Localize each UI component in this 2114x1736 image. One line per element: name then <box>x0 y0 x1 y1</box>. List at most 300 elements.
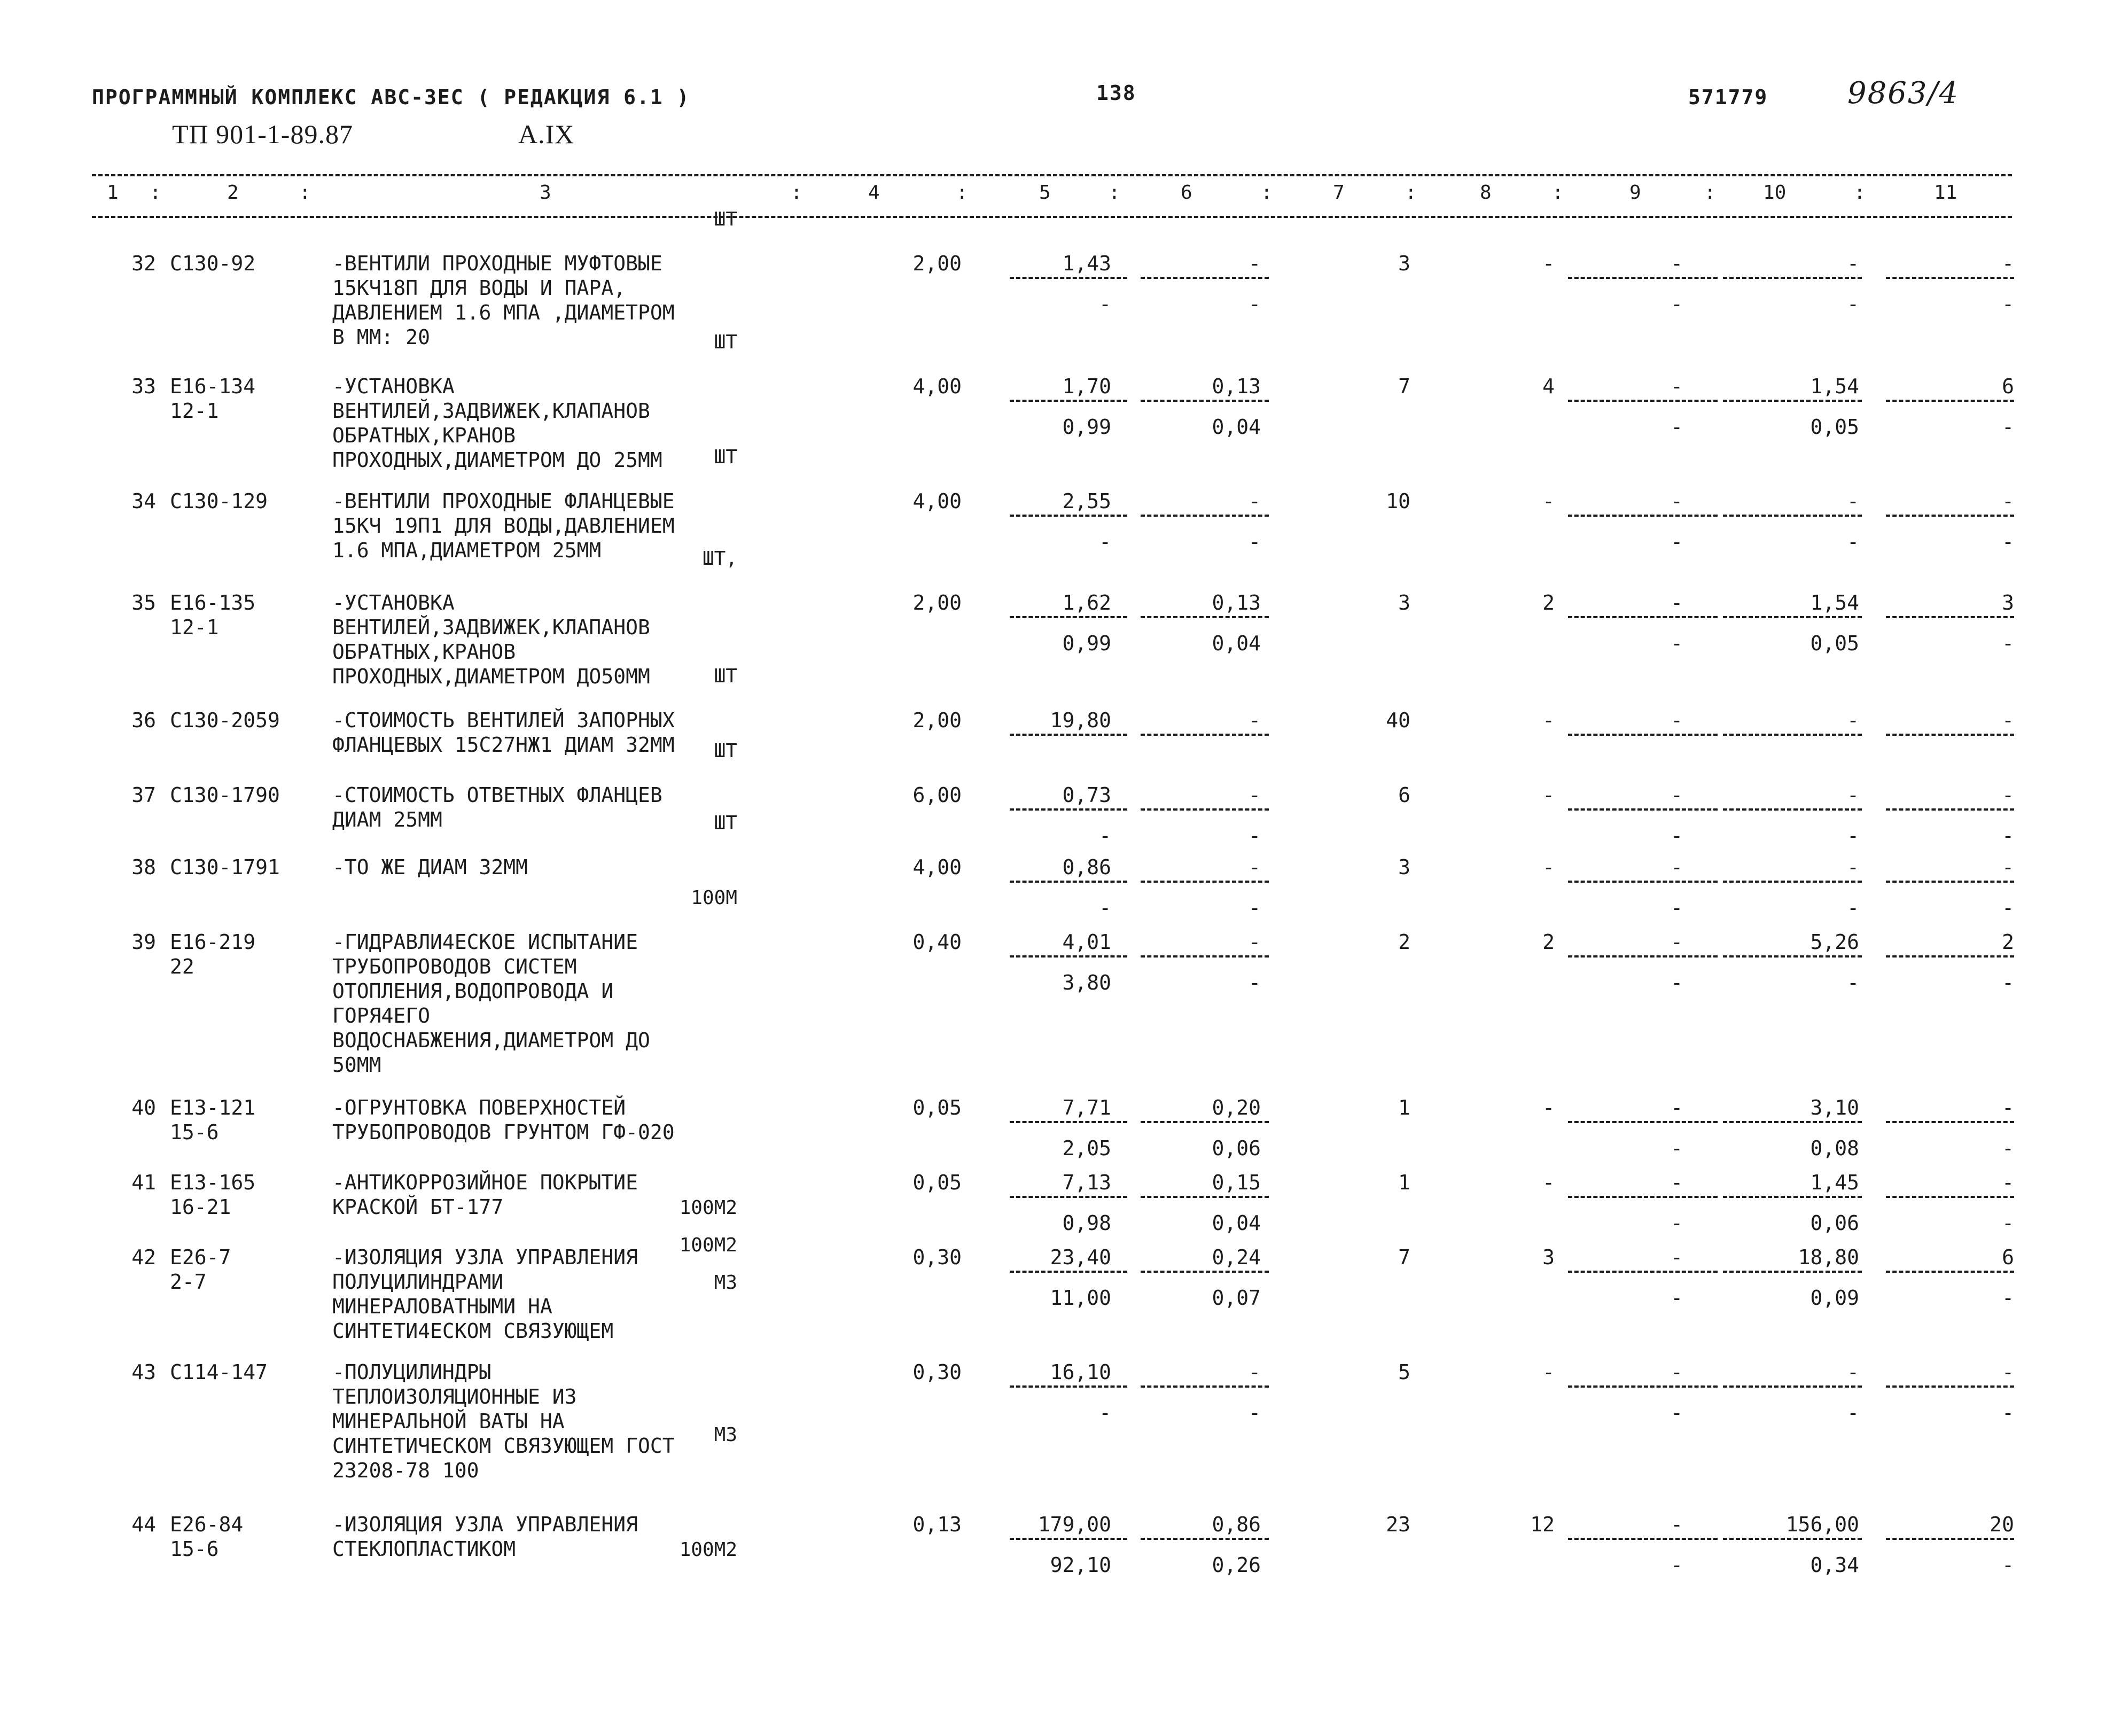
row-number: 43 <box>131 1360 156 1384</box>
quantity: 0,30 <box>912 1245 962 1269</box>
unit-cost: 16,10 <box>1050 1360 1111 1384</box>
work-description: -ПОЛУЦИЛИНДРЫ ТЕПЛОИЗОЛЯЦИОННЫЕ ИЗ МИНЕРАЛЬНОЙ ВАТЫ НА СИНТЕТИЧЕСКОМ СВЯЗУЮЩЕМ ГОСТ 23208-78 100 <box>332 1360 675 1482</box>
col11-sub-value: - <box>2002 824 2014 847</box>
wage-fund: - <box>1542 1171 1555 1194</box>
col9-value: - <box>1671 783 1683 807</box>
fraction-line <box>1141 734 1269 736</box>
fraction-line <box>1886 734 2014 736</box>
unit-cost: 1,62 <box>1062 591 1111 614</box>
unit-label: М3 <box>714 1424 737 1446</box>
rate-code: Е16-219 <box>170 930 256 954</box>
total-cost: 6 <box>1398 783 1410 807</box>
machine-cost-wages: - <box>1249 971 1261 994</box>
column-header-9: 9 <box>1629 182 1641 204</box>
unit-cost-wages: 92,10 <box>1050 1553 1111 1577</box>
rate-code: Е13-121 <box>170 1096 256 1119</box>
unit-cost-wages: - <box>1099 292 1111 316</box>
work-description: -ИЗОЛЯЦИЯ УЗЛА УПРАВЛЕНИЯ ПОЛУЦИЛИНДРАМИ МИНЕРАЛОВАТНЫМИ НА СИНТЕТИ4ЕСКОМ СВЯЗУЮЩЕМ <box>332 1245 638 1343</box>
col9-value: - <box>1671 489 1683 513</box>
row-number: 36 <box>131 709 156 732</box>
labour-cost: - <box>1847 709 1859 732</box>
total-cost: 3 <box>1398 591 1410 614</box>
row-number: 34 <box>131 489 156 513</box>
column-header-5: 5 <box>1039 182 1051 204</box>
col9-sub-value: - <box>1671 415 1683 439</box>
rate-code: Е16-135 <box>170 591 256 614</box>
rate-code-sub: 2-7 <box>170 1270 207 1294</box>
col9-sub-value: - <box>1671 1211 1683 1235</box>
wage-fund: - <box>1542 855 1555 879</box>
fraction-line <box>1886 1121 2014 1123</box>
labour-cost: 156,00 <box>1785 1513 1859 1536</box>
unit-cost: 0,73 <box>1062 783 1111 807</box>
rate-code: С130-1790 <box>170 783 280 807</box>
machine-cost: - <box>1249 930 1261 954</box>
row-number: 41 <box>131 1171 156 1194</box>
labour-cost: 5,26 <box>1810 930 1859 954</box>
col11-sub-value: - <box>2002 896 2014 920</box>
table-header-rule <box>92 216 2012 218</box>
machine-cost: 0,20 <box>1212 1096 1261 1119</box>
page-number: 138 <box>1096 81 1136 105</box>
col9-sub-value: - <box>1671 1553 1683 1577</box>
column-separator: : <box>1261 182 1273 204</box>
unit-label: ШТ <box>714 740 737 762</box>
unit-label: 100М2 <box>679 1539 737 1561</box>
unit-label: ШТ <box>714 208 737 230</box>
fraction-line <box>1141 955 1269 957</box>
total-cost: 2 <box>1398 930 1410 954</box>
rate-code-sub: 12-1 <box>170 616 219 639</box>
fraction-line <box>1723 955 1862 957</box>
quantity: 0,30 <box>912 1360 962 1384</box>
work-description: -ГИДРАВЛИ4ЕСКОЕ ИСПЫТАНИЕ ТРУБОПРОВОДОВ СИСТЕМ ОТОПЛЕНИЯ,ВОДОПРОВОДА И ГОРЯ4ЕГО ВОДОСНАБЖЕНИЯ,ДИАМЕТРОМ ДО 50ММ <box>332 930 650 1077</box>
unit-cost-wages: 0,98 <box>1062 1211 1111 1235</box>
quantity: 2,00 <box>912 591 962 614</box>
wage-fund: - <box>1542 1096 1555 1119</box>
col11-sub-value: - <box>2002 971 2014 994</box>
column-separator: : <box>1854 182 1866 204</box>
quantity: 0,05 <box>912 1171 962 1194</box>
fraction-line <box>1568 1538 1718 1540</box>
total-cost: 10 <box>1386 489 1410 513</box>
rate-code-sub: 15-6 <box>170 1120 219 1144</box>
col9-value: - <box>1671 709 1683 732</box>
col9-value: - <box>1671 855 1683 879</box>
work-description: -АНТИКОРРОЗИЙНОЕ ПОКРЫТИЕ КРАСКОЙ БТ-177 <box>332 1171 638 1219</box>
unit-cost-wages: - <box>1099 530 1111 554</box>
fraction-line <box>1568 515 1718 517</box>
column-separator: : <box>1109 182 1120 204</box>
machine-cost-wages: 0,04 <box>1212 632 1261 655</box>
fraction-line <box>1568 1271 1718 1273</box>
total-cost: 1 <box>1398 1096 1410 1119</box>
fraction-line <box>1141 1385 1269 1388</box>
row-number: 42 <box>131 1245 156 1269</box>
column-header-3: 3 <box>540 182 551 204</box>
unit-cost-wages: - <box>1099 1401 1111 1424</box>
rate-code: Е26-84 <box>170 1513 244 1536</box>
unit-cost: 7,13 <box>1062 1171 1111 1194</box>
row-number: 38 <box>131 855 156 879</box>
work-description: -УСТАНОВКА ВЕНТИЛЕЙ,ЗАДВИЖЕК,КЛАПАНОВ ОБРАТНЫХ,КРАНОВ ПРОХОДНЫХ,ДИАМЕТРОМ ДО50ММ <box>332 591 650 688</box>
labour-cost-sub: 0,05 <box>1810 632 1859 655</box>
total-cost: 7 <box>1398 375 1410 398</box>
row-number: 33 <box>131 375 156 398</box>
machine-cost: - <box>1249 1360 1261 1384</box>
row-number: 32 <box>131 252 156 275</box>
fraction-line <box>1723 616 1862 618</box>
fraction-line <box>1141 808 1269 811</box>
fraction-line <box>1886 1196 2014 1198</box>
col11-value: - <box>2002 252 2014 275</box>
fraction-line <box>1886 1271 2014 1273</box>
fraction-line <box>1010 1271 1127 1273</box>
unit-cost: 2,55 <box>1062 489 1111 513</box>
col9-sub-value: - <box>1671 824 1683 847</box>
fraction-line <box>1141 1538 1269 1540</box>
machine-cost: 0,86 <box>1212 1513 1261 1536</box>
wage-fund: - <box>1542 709 1555 732</box>
col11-value: 20 <box>1990 1513 2014 1536</box>
fraction-line <box>1010 881 1127 883</box>
fraction-line <box>1141 1271 1269 1273</box>
total-cost: 5 <box>1398 1360 1410 1384</box>
col9-sub-value: - <box>1671 971 1683 994</box>
fraction-line <box>1723 1121 1862 1123</box>
wage-fund: 2 <box>1542 591 1555 614</box>
fraction-line <box>1723 1271 1862 1273</box>
table-top-rule <box>92 174 2012 176</box>
quantity: 2,00 <box>912 252 962 275</box>
col11-sub-value: - <box>2002 1211 2014 1235</box>
fraction-line <box>1886 515 2014 517</box>
fraction-line <box>1141 1196 1269 1198</box>
fraction-line <box>1141 400 1269 402</box>
fraction-line <box>1886 400 2014 402</box>
machine-cost: - <box>1249 489 1261 513</box>
work-description: -ОГРУНТОВКА ПОВЕРХНОСТЕЙ ТРУБОПРОВОДОВ ГРУНТОМ ГФ-020 <box>332 1096 675 1144</box>
labour-cost: 1,54 <box>1810 591 1859 614</box>
fraction-line <box>1568 734 1718 736</box>
rate-code-sub: 22 <box>170 955 194 978</box>
fraction-line <box>1886 616 2014 618</box>
unit-cost-wages: 0,99 <box>1062 415 1111 439</box>
fraction-line <box>1568 955 1718 957</box>
column-header-8: 8 <box>1480 182 1492 204</box>
labour-cost-sub: - <box>1847 896 1859 920</box>
col9-sub-value: - <box>1671 1401 1683 1424</box>
fraction-line <box>1568 616 1718 618</box>
work-description: -СТОИМОСТЬ ВЕНТИЛЕЙ ЗАПОРНЫХ ФЛАНЦЕВЫХ 15С27НЖ1 ДИАМ 32ММ <box>332 709 675 757</box>
machine-cost-wages: 0,07 <box>1212 1286 1261 1310</box>
fraction-line <box>1886 1385 2014 1388</box>
column-header-10: 10 <box>1763 182 1787 204</box>
rate-code: С130-2059 <box>170 709 280 732</box>
col9-value: - <box>1671 930 1683 954</box>
col11-sub-value: - <box>2002 1553 2014 1577</box>
col11-value: - <box>2002 783 2014 807</box>
work-description: -УСТАНОВКА ВЕНТИЛЕЙ,ЗАДВИЖЕК,КЛАПАНОВ ОБРАТНЫХ,КРАНОВ ПРОХОДНЫХ,ДИАМЕТРОМ ДО 25ММ <box>332 375 662 472</box>
col9-sub-value: - <box>1671 632 1683 655</box>
unit-cost-wages: - <box>1099 824 1111 847</box>
quantity: 6,00 <box>912 783 962 807</box>
fraction-line <box>1568 1196 1718 1198</box>
labour-cost-sub: 0,08 <box>1810 1136 1859 1160</box>
quantity: 4,00 <box>912 375 962 398</box>
labour-cost: 18,80 <box>1798 1245 1859 1269</box>
col11-value: 3 <box>2002 591 2014 614</box>
unit-cost: 7,71 <box>1062 1096 1111 1119</box>
fraction-line <box>1568 400 1718 402</box>
work-description: -ВЕНТИЛИ ПРОХОДНЫЕ ФЛАНЦЕВЫЕ 15КЧ 19П1 ДЛЯ ВОДЫ,ДАВЛЕНИЕМ 1.6 МПА,ДИАМЕТРОМ 25ММ <box>332 489 675 562</box>
labour-cost-sub: 0,09 <box>1810 1286 1859 1310</box>
row-number: 39 <box>131 930 156 954</box>
fraction-line <box>1568 277 1718 279</box>
col11-value: 2 <box>2002 930 2014 954</box>
labour-cost: - <box>1847 783 1859 807</box>
unit-label: ШТ <box>714 446 737 468</box>
machine-cost: - <box>1249 855 1261 879</box>
fraction-line <box>1568 808 1718 811</box>
fraction-line <box>1141 881 1269 883</box>
labour-cost-sub: - <box>1847 1401 1859 1424</box>
wage-fund: - <box>1542 252 1555 275</box>
machine-cost-wages: - <box>1249 1401 1261 1424</box>
machine-cost-wages: - <box>1249 530 1261 554</box>
unit-cost: 23,40 <box>1050 1245 1111 1269</box>
fraction-line <box>1010 1121 1127 1123</box>
col9-sub-value: - <box>1671 896 1683 920</box>
unit-label: М3 <box>714 1272 737 1294</box>
wage-fund: 12 <box>1530 1513 1555 1536</box>
quantity: 0,40 <box>912 930 962 954</box>
unit-label: 100М2 <box>679 1234 737 1256</box>
program-header: ПРОГРАММНЫЙ КОМПЛЕКС АВС-3ЕС ( РЕДАКЦИЯ 6.1 ) <box>92 85 690 109</box>
column-separator: : <box>1552 182 1564 204</box>
column-header-4: 4 <box>868 182 880 204</box>
fraction-line <box>1723 1538 1862 1540</box>
total-cost: 1 <box>1398 1171 1410 1194</box>
fraction-line <box>1886 808 2014 811</box>
unit-label: ШТ <box>714 812 737 834</box>
col9-value: - <box>1671 1171 1683 1194</box>
machine-cost: 0,13 <box>1212 375 1261 398</box>
fraction-line <box>1010 616 1127 618</box>
fraction-line <box>1010 955 1127 957</box>
machine-cost-wages: - <box>1249 292 1261 316</box>
fraction-line <box>1886 277 2014 279</box>
fraction-line <box>1723 808 1862 811</box>
fraction-line <box>1010 277 1127 279</box>
row-number: 37 <box>131 783 156 807</box>
wage-fund: 4 <box>1542 375 1555 398</box>
col11-value: - <box>2002 855 2014 879</box>
handwritten-reference: 9863/4 <box>1847 76 1960 111</box>
fraction-line <box>1723 515 1862 517</box>
machine-cost-wages: 0,26 <box>1212 1553 1261 1577</box>
rate-code: С130-1791 <box>170 855 280 879</box>
document-number: 571779 <box>1688 85 1768 109</box>
unit-cost: 1,43 <box>1062 252 1111 275</box>
fraction-line <box>1010 400 1127 402</box>
machine-cost-wages: - <box>1249 896 1261 920</box>
quantity: 0,13 <box>912 1513 962 1536</box>
labour-cost-sub: - <box>1847 530 1859 554</box>
column-header-1: 1 <box>107 182 119 204</box>
col11-sub-value: - <box>2002 1401 2014 1424</box>
unit-cost-wages: - <box>1099 896 1111 920</box>
total-cost: 3 <box>1398 855 1410 879</box>
col11-value: - <box>2002 489 2014 513</box>
col11-value: - <box>2002 1171 2014 1194</box>
machine-cost: 0,24 <box>1212 1245 1261 1269</box>
quantity: 2,00 <box>912 709 962 732</box>
fraction-line <box>1010 515 1127 517</box>
fraction-line <box>1723 277 1862 279</box>
column-separator: : <box>956 182 968 204</box>
col11-sub-value: - <box>2002 1286 2014 1310</box>
column-header-11: 11 <box>1934 182 1957 204</box>
labour-cost-sub: - <box>1847 292 1859 316</box>
rate-code-sub: 15-6 <box>170 1537 219 1561</box>
fraction-line <box>1723 881 1862 883</box>
row-number: 35 <box>131 591 156 614</box>
work-description: -ТО ЖЕ ДИАМ 32ММ <box>332 855 528 879</box>
rate-code-sub: 16-21 <box>170 1195 231 1219</box>
total-cost: 40 <box>1386 709 1410 732</box>
fraction-line <box>1141 1121 1269 1123</box>
unit-label: ШТ, <box>702 548 737 570</box>
labour-cost: - <box>1847 489 1859 513</box>
col9-value: - <box>1671 1360 1683 1384</box>
column-separator: : <box>1405 182 1417 204</box>
col11-sub-value: - <box>2002 292 2014 316</box>
quantity: 4,00 <box>912 489 962 513</box>
fraction-line <box>1141 515 1269 517</box>
quantity: 0,05 <box>912 1096 962 1119</box>
unit-cost: 1,70 <box>1062 375 1111 398</box>
work-description: -СТОИМОСТЬ ОТВЕТНЫХ ФЛАНЦЕВ ДИАМ 25ММ <box>332 783 662 831</box>
unit-cost-wages: 11,00 <box>1050 1286 1111 1310</box>
col9-sub-value: - <box>1671 1286 1683 1310</box>
col9-value: - <box>1671 252 1683 275</box>
row-number: 40 <box>131 1096 156 1119</box>
machine-cost: 0,15 <box>1212 1171 1261 1194</box>
total-cost: 7 <box>1398 1245 1410 1269</box>
column-separator: : <box>791 182 802 204</box>
total-cost: 3 <box>1398 252 1410 275</box>
unit-cost: 4,01 <box>1062 930 1111 954</box>
fraction-line <box>1010 734 1127 736</box>
fraction-line <box>1723 400 1862 402</box>
labour-cost: 3,10 <box>1810 1096 1859 1119</box>
column-header-6: 6 <box>1181 182 1192 204</box>
fraction-line <box>1723 734 1862 736</box>
machine-cost-wages: 0,04 <box>1212 1211 1261 1235</box>
rate-code: Е16-134 <box>170 375 256 398</box>
unit-cost-wages: 2,05 <box>1062 1136 1111 1160</box>
rate-code: Е26-7 <box>170 1245 231 1269</box>
col11-value: - <box>2002 1096 2014 1119</box>
row-number: 44 <box>131 1513 156 1536</box>
machine-cost: - <box>1249 783 1261 807</box>
column-header-2: 2 <box>227 182 239 204</box>
rate-code: С130-92 <box>170 252 256 275</box>
labour-cost-sub: 0,34 <box>1810 1553 1859 1577</box>
fraction-line <box>1010 1196 1127 1198</box>
machine-cost: 0,13 <box>1212 591 1261 614</box>
unit-label: ШТ <box>714 331 737 353</box>
labour-cost: 1,45 <box>1810 1171 1859 1194</box>
wage-fund: - <box>1542 783 1555 807</box>
fraction-line <box>1141 616 1269 618</box>
wage-fund: 3 <box>1542 1245 1555 1269</box>
fraction-line <box>1886 955 2014 957</box>
unit-label: 100М <box>691 887 737 909</box>
fraction-line <box>1568 1385 1718 1388</box>
wage-fund: - <box>1542 1360 1555 1384</box>
col11-sub-value: - <box>2002 530 2014 554</box>
fraction-line <box>1886 1538 2014 1540</box>
col9-sub-value: - <box>1671 530 1683 554</box>
labour-cost-sub: 0,05 <box>1810 415 1859 439</box>
rate-code: С130-129 <box>170 489 268 513</box>
labour-cost: 1,54 <box>1810 375 1859 398</box>
col11-sub-value: - <box>2002 632 2014 655</box>
col11-value: 6 <box>2002 1245 2014 1269</box>
rate-code: С114-147 <box>170 1360 268 1384</box>
column-header-7: 7 <box>1333 182 1345 204</box>
labour-cost-sub: - <box>1847 971 1859 994</box>
work-description: -ВЕНТИЛИ ПРОХОДНЫЕ МУФТОВЫЕ 15КЧ18П ДЛЯ ВОДЫ И ПАРА, ДАВЛЕНИЕМ 1.6 МПА ,ДИАМЕТРОМ В ММ: 20 <box>332 252 675 349</box>
fraction-line <box>1568 881 1718 883</box>
quantity: 4,00 <box>912 855 962 879</box>
machine-cost-wages: 0,04 <box>1212 415 1261 439</box>
fraction-line <box>1141 277 1269 279</box>
album-code: А.IX <box>518 119 575 149</box>
column-separator: : <box>150 182 161 204</box>
unit-cost: 179,00 <box>1038 1513 1111 1536</box>
col9-value: - <box>1671 1245 1683 1269</box>
fraction-line <box>1010 808 1127 811</box>
col11-sub-value: - <box>2002 1136 2014 1160</box>
wage-fund: 2 <box>1542 930 1555 954</box>
fraction-line <box>1886 881 2014 883</box>
col11-value: 6 <box>2002 375 2014 398</box>
labour-cost: - <box>1847 252 1859 275</box>
work-description: -ИЗОЛЯЦИЯ УЗЛА УПРАВЛЕНИЯ СТЕКЛОПЛАСТИКОМ <box>332 1513 638 1561</box>
rate-code: Е13-165 <box>170 1171 256 1194</box>
col11-sub-value: - <box>2002 415 2014 439</box>
machine-cost-wages: 0,06 <box>1212 1136 1261 1160</box>
fraction-line <box>1010 1385 1127 1388</box>
col9-value: - <box>1671 375 1683 398</box>
column-separator: : <box>1704 182 1716 204</box>
col11-value: - <box>2002 1360 2014 1384</box>
labour-cost-sub: - <box>1847 824 1859 847</box>
unit-cost-wages: 3,80 <box>1062 971 1111 994</box>
wage-fund: - <box>1542 489 1555 513</box>
project-code: ТП 901-1-89.87 <box>172 119 353 149</box>
labour-cost: - <box>1847 855 1859 879</box>
col9-value: - <box>1671 1096 1683 1119</box>
col9-value: - <box>1671 591 1683 614</box>
col9-value: - <box>1671 1513 1683 1536</box>
unit-cost: 19,80 <box>1050 709 1111 732</box>
total-cost: 23 <box>1386 1513 1410 1536</box>
rate-code-sub: 12-1 <box>170 399 219 423</box>
